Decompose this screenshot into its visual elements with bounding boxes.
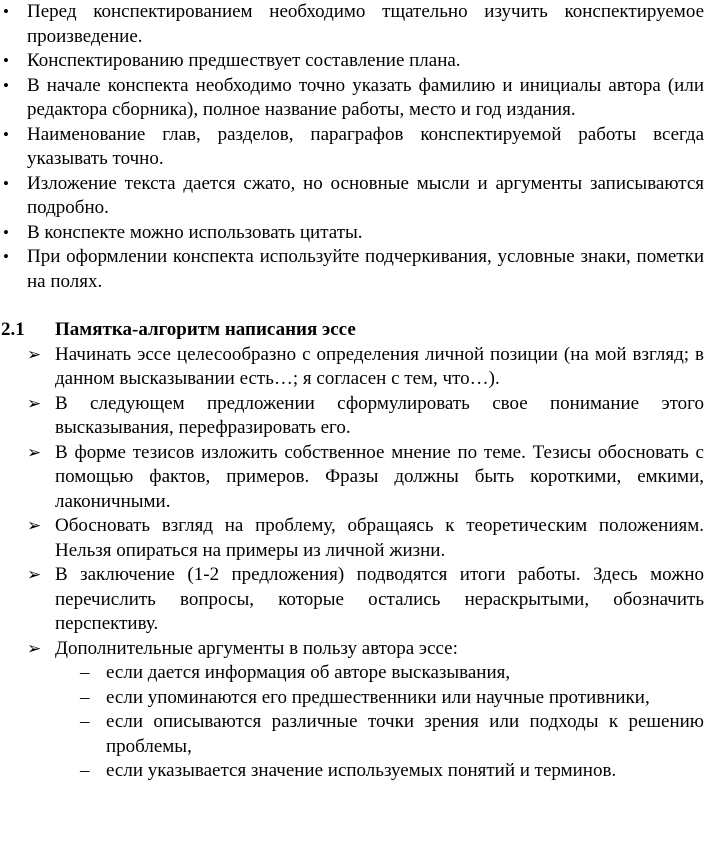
list-item (0, 759, 704, 784)
list-item-text: если дается информация об авторе высказывания, (106, 662, 511, 683)
bullet-icon: • (3, 51, 9, 70)
list-item (0, 563, 704, 637)
dash-icon: – (80, 760, 90, 781)
list-item-text: если указывается значение используемых понятий и терминов. (106, 760, 617, 781)
list-item-text: В конспекте можно использовать цитаты. (27, 221, 363, 243)
list-item (0, 686, 704, 711)
list-item-text: В форме тезисов изложить собственное мнение по теме. Тезисы обосновать с помощью фактов, примеров. Фразы должны быть короткими, емкими, лаконичными. (55, 441, 704, 512)
list-item-text: Конспектированию предшествует составление плана. (27, 50, 461, 71)
essay-steps-list (0, 343, 704, 662)
list-item (0, 123, 704, 172)
list-item (0, 661, 704, 686)
dash-icon: – (80, 662, 90, 683)
section-heading (0, 318, 704, 343)
arrow-icon: ➢ (27, 516, 42, 535)
list-item-text: В начале конспекта необходимо точно указать фамилию и инициалы автора (или редактора сборника), полное название работы, место и год издания. (27, 74, 704, 120)
list-item (0, 637, 704, 662)
list-item-text: В заключение (1-2 предложения) подводятся итоги работы. Здесь можно перечислить вопросы, которые остались нераскрытыми, обозначить перспективу. (55, 564, 704, 634)
list-item (0, 392, 704, 441)
bullet-icon: • (3, 222, 9, 242)
list-item (0, 441, 704, 515)
list-item-text: Дополнительные аргументы в пользу автора эссе: (55, 637, 458, 659)
arrow-icon: ➢ (27, 442, 42, 462)
list-item-text: Начинать эссе целесообразно с определения личной позиции (на мой взгляд; в данном высказывании есть…; я согласен с тем, что…). (55, 343, 704, 389)
list-item (0, 343, 704, 392)
list-item-text: Перед конспектированием необходимо тщательно изучить конспектируемое произведение. (27, 1, 704, 47)
list-item (0, 74, 704, 123)
list-item-text: если упоминаются его предшественники или научные противники, (106, 686, 650, 708)
arrow-icon: ➢ (27, 565, 42, 584)
arrow-icon: ➢ (27, 344, 42, 364)
list-item (0, 245, 704, 294)
list-item (0, 172, 704, 221)
list-item-text: Изложение текста дается сжато, но основные мысли и аргументы записываются подробно. (27, 172, 704, 218)
arrow-icon: ➢ (27, 638, 42, 658)
section-title: Памятка-алгоритм написания эссе (55, 319, 356, 340)
list-item-text: Наименование глав, разделов, параграфов конспектируемой работы всегда указывать точно. (27, 123, 704, 169)
list-item (0, 49, 704, 74)
list-item-text: При оформлении конспекта используйте подчеркивания, условные знаки, пометки на полях. (27, 246, 704, 292)
dash-icon: – (80, 711, 90, 732)
list-item-text: В следующем предложении сформулировать свое понимание этого высказывания, перефразировать его. (55, 392, 704, 438)
list-item (0, 221, 704, 246)
section-number: 2.1 (1, 319, 25, 340)
conspect-rules-list (0, 0, 704, 294)
bullet-icon: • (3, 75, 9, 95)
additional-arguments-list (0, 661, 704, 784)
list-item (0, 0, 704, 49)
dash-icon: – (80, 686, 90, 708)
list-item-text: Обосновать взгляд на проблему, обращаясь к теоретическим положениям. Нельзя опираться на примеры из личной жизни. (55, 515, 704, 561)
list-item-text: если описываются различные точки зрения или подходы к решению проблемы, (106, 711, 704, 757)
arrow-icon: ➢ (27, 393, 42, 413)
list-item (0, 514, 704, 563)
list-item (0, 710, 704, 759)
bullet-icon: • (3, 173, 9, 193)
bullet-icon: • (3, 247, 9, 266)
bullet-icon: • (3, 124, 9, 144)
bullet-icon: • (3, 2, 9, 21)
